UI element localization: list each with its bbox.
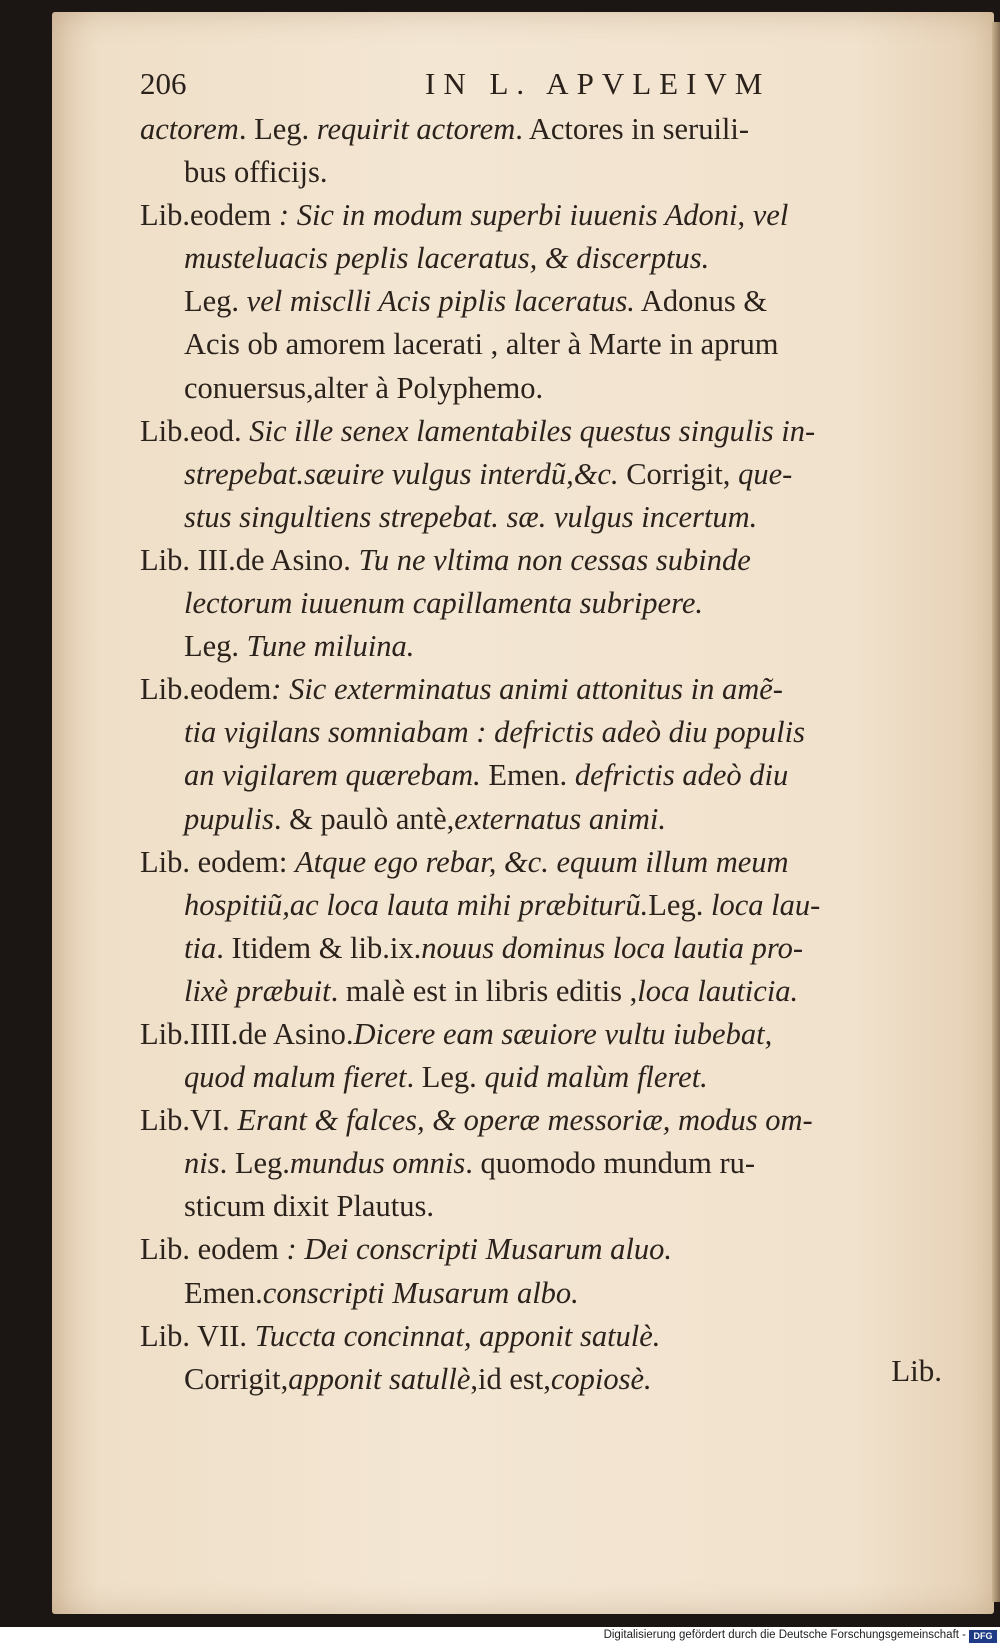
text-line xyxy=(140,927,975,970)
text-line xyxy=(140,1013,975,1056)
roman-text-run: . & paulò antè, xyxy=(273,801,455,836)
roman-text-run: Lib.eodem xyxy=(140,672,272,707)
roman-text-run: , xyxy=(737,198,753,233)
roman-text-run: . Actores in seruili- xyxy=(515,112,750,146)
text-line xyxy=(140,151,975,194)
italic-text-run: Tuccta concinnat, apponit satulè. xyxy=(254,1318,661,1353)
text-line xyxy=(140,1099,975,1142)
roman-text-run: Lib.VI. xyxy=(140,1103,238,1138)
text-line xyxy=(140,711,975,754)
italic-text-run: mundus omnis xyxy=(289,1146,466,1181)
text-line xyxy=(140,841,975,884)
italic-text-run: Erant & falces, & operæ messoriæ, modus om- xyxy=(237,1103,813,1138)
text-line xyxy=(140,323,975,366)
roman-text-run: Corrigit, xyxy=(618,456,739,491)
italic-text-run: an vigilarem quærebam. xyxy=(184,758,481,793)
roman-text-run: Lib.eod. xyxy=(140,413,250,448)
text-line xyxy=(140,1315,975,1358)
catchword: Lib. xyxy=(891,1353,942,1388)
text-line xyxy=(140,237,975,280)
digitization-footer xyxy=(0,1627,1000,1647)
roman-text-run: Lib. VII. xyxy=(140,1318,255,1353)
text-line xyxy=(140,1358,975,1401)
text-line xyxy=(140,453,975,496)
text-line xyxy=(140,970,975,1013)
roman-text-run: Emen. xyxy=(480,758,575,793)
italic-text-run: nis xyxy=(184,1146,220,1181)
roman-text-run: . quomodo mundum ru- xyxy=(465,1146,756,1181)
italic-text-run: musteluacis peplis laceratus, & discerptus. xyxy=(184,241,710,276)
text-line xyxy=(140,582,975,625)
text-line xyxy=(140,1185,975,1228)
italic-text-run: requirit actorem xyxy=(316,112,516,146)
italic-text-run: : Sic exterminatus animi attonitus in amẽ- xyxy=(271,672,783,707)
italic-text-run: stus singultiens strepebat. sæ. vulgus incertum. xyxy=(184,499,758,534)
text-line xyxy=(140,108,975,151)
roman-text-run: Acis ob amorem lacerati , alter à Marte in aprum xyxy=(184,327,779,362)
italic-text-run: actorem xyxy=(140,112,239,146)
italic-text-run: apponit satullè xyxy=(288,1361,471,1396)
roman-text-run: . Itidem & lib.ix. xyxy=(216,930,422,965)
roman-text-run: . malè est in libris editis , xyxy=(330,973,638,1008)
text-line xyxy=(140,798,975,841)
roman-text-run: . Leg. xyxy=(219,1146,290,1181)
italic-text-run: conscripti Musarum albo. xyxy=(262,1275,579,1310)
italic-text-run: quid malùm fleret. xyxy=(484,1060,708,1095)
text-line xyxy=(140,496,975,539)
italic-text-run: loca lauticia. xyxy=(637,973,799,1008)
page-number: 206 xyxy=(140,66,187,101)
italic-text-run: copiosè. xyxy=(550,1361,652,1396)
roman-text-run: conuersus,alter à Polyphemo. xyxy=(184,370,544,405)
roman-text-run: . Leg. xyxy=(406,1060,485,1095)
text-line xyxy=(140,884,975,927)
roman-text-run: Emen. xyxy=(184,1275,263,1310)
italic-text-run: hospitiũ,ac loca lauta mihi præbiturũ. xyxy=(184,887,649,922)
text-line xyxy=(140,1142,975,1185)
page-body-text xyxy=(140,108,975,1401)
text-line xyxy=(140,194,975,237)
running-head xyxy=(140,66,940,106)
italic-text-run: quod malum fieret xyxy=(184,1060,407,1095)
roman-text-run: Lib. III.de Asino. xyxy=(140,542,359,577)
italic-text-run: Sic ille senex lamentabiles questus singulis in- xyxy=(249,413,816,448)
roman-text-run: Adonus & xyxy=(634,284,768,319)
italic-text-run: vel misclli Acis piplis laceratus. xyxy=(246,284,635,319)
italic-text-run: Tune miluina. xyxy=(246,629,415,664)
italic-text-run: lixè præbuit xyxy=(184,973,331,1008)
roman-text-run: Lib. eodem xyxy=(140,1232,287,1267)
text-line xyxy=(140,754,975,797)
text-line xyxy=(140,1056,975,1099)
roman-text-run: Lib.eodem xyxy=(140,198,279,233)
roman-text-run: ,id est, xyxy=(470,1361,551,1396)
italic-text-run: externatus animi. xyxy=(454,801,667,836)
italic-text-run: vel xyxy=(752,198,789,233)
italic-text-run: nouus dominus loca lautia pro- xyxy=(421,930,804,965)
italic-text-run: que- xyxy=(738,456,793,491)
italic-text-run: defrictis adeò diu xyxy=(574,758,789,793)
text-line xyxy=(140,280,975,323)
roman-text-run: Leg. xyxy=(648,887,711,922)
italic-text-run: : Dei conscripti Musarum aluo. xyxy=(286,1232,672,1267)
italic-text-run: loca lau- xyxy=(710,887,821,922)
footer-credit: Digitalisierung gefördert durch die Deutsche Forschungsgemeinschaft - xyxy=(603,1629,966,1641)
roman-text-run: sticum dixit Plautus. xyxy=(184,1189,434,1224)
page-edge xyxy=(992,22,1000,1602)
roman-text-run: Leg. xyxy=(184,284,247,319)
roman-text-run: Lib. eodem: xyxy=(140,844,296,879)
italic-text-run: tia xyxy=(184,930,217,965)
running-title: IN L. APVLEIVM xyxy=(425,66,771,101)
roman-text-run: Corrigit, xyxy=(184,1361,289,1396)
roman-text-run: Lib.IIII.de Asino. xyxy=(140,1016,354,1051)
text-line xyxy=(140,367,975,410)
roman-text-run: Leg. xyxy=(184,629,247,664)
italic-text-run: pupulis xyxy=(184,801,274,836)
text-line xyxy=(140,1272,975,1315)
italic-text-run: Dicere eam sæuiore vultu iubebat, xyxy=(353,1016,773,1051)
italic-text-run: Atque ego rebar, &c. equum illum meum xyxy=(295,844,789,879)
text-line xyxy=(140,668,975,711)
roman-text-run: . Leg. xyxy=(238,112,317,146)
italic-text-run: : Sic in modum superbi iuuenis Adoni xyxy=(278,198,738,233)
italic-text-run: lectorum iuuenum capillamenta subripere. xyxy=(184,586,703,621)
text-line xyxy=(140,410,975,453)
text-line xyxy=(140,539,975,582)
text-line xyxy=(140,625,975,668)
dfg-logo-icon: DFG xyxy=(969,1630,997,1643)
italic-text-run: strepebat.sæuire vulgus interdũ,&c. xyxy=(184,456,619,491)
roman-text-run: bus officijs. xyxy=(184,155,328,190)
italic-text-run: Tu ne vltima non cessas subinde xyxy=(358,542,751,577)
italic-text-run: tia vigilans somniabam : defrictis adeò diu populis xyxy=(184,715,805,750)
text-line xyxy=(140,1228,975,1271)
